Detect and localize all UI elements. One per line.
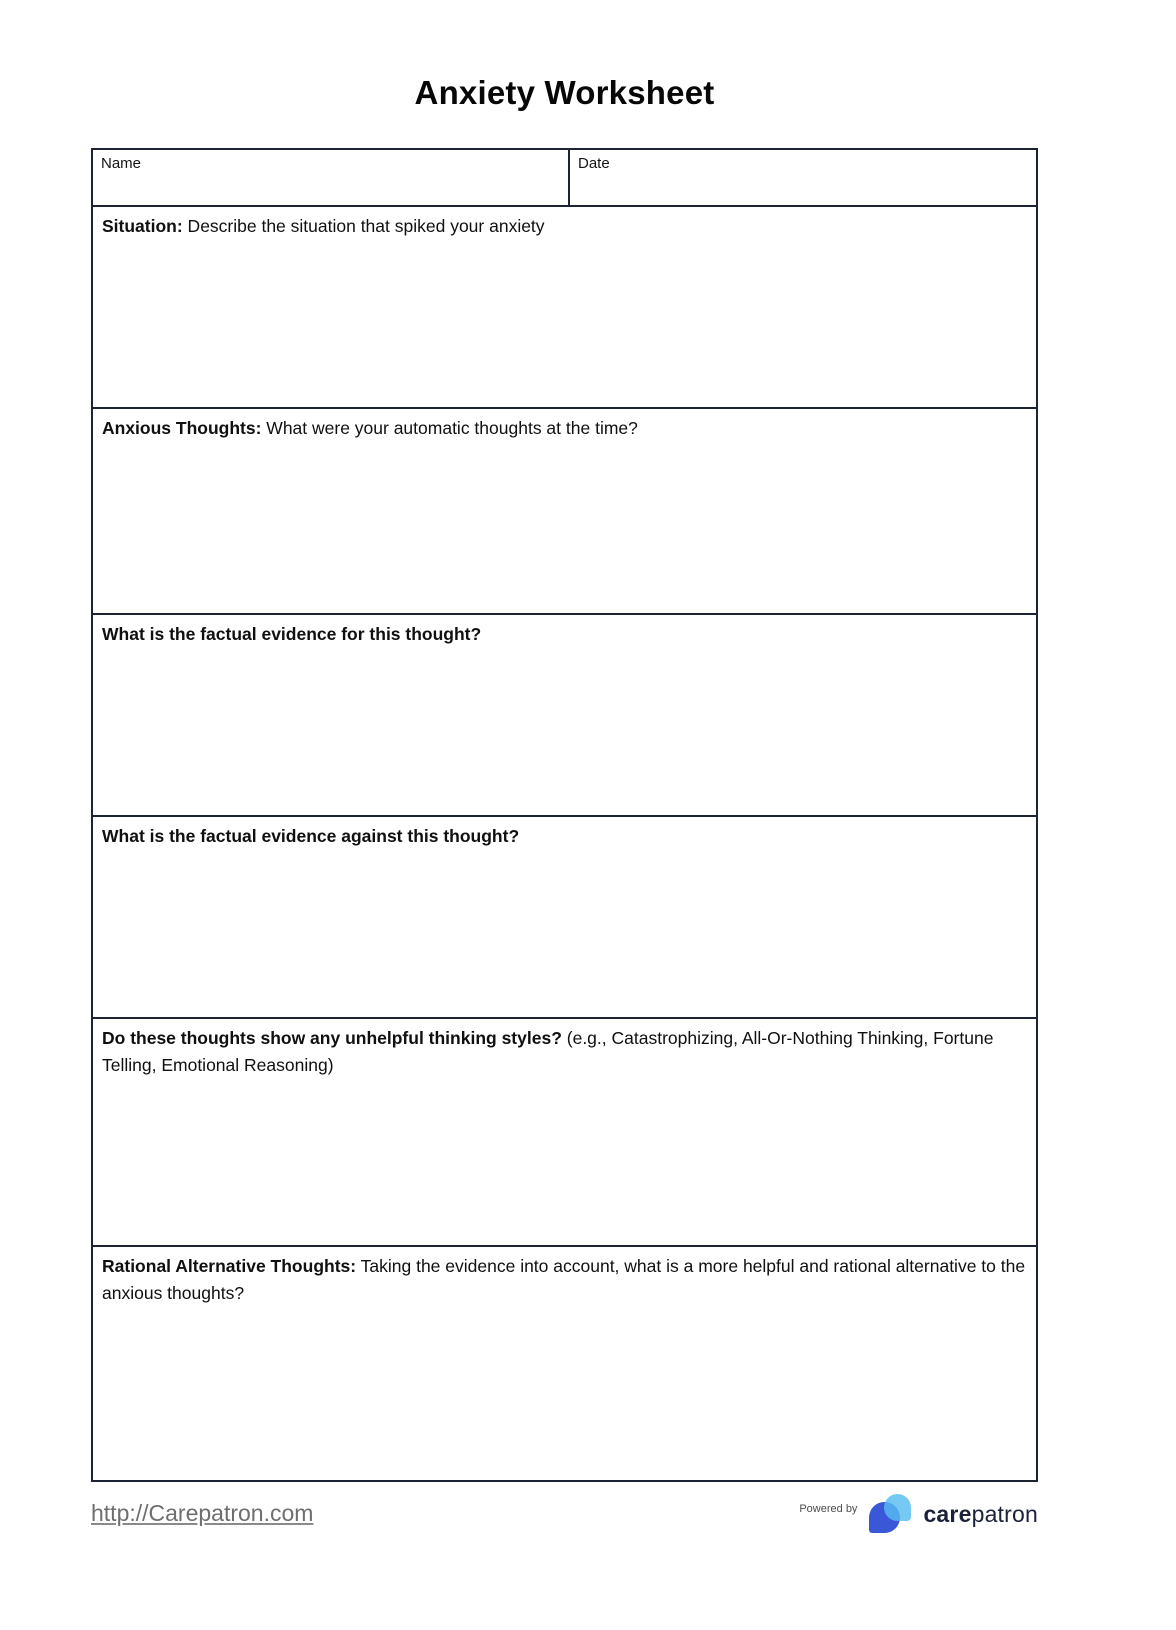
evidence-for-field[interactable] bbox=[93, 613, 1036, 815]
carepatron-link[interactable]: http://Carepatron.com bbox=[91, 1500, 314, 1526]
anxious-thoughts-label-text: What were your automatic thoughts at the time? bbox=[261, 418, 638, 438]
name-field-label: Name bbox=[101, 155, 142, 172]
carepatron-wordmark bbox=[923, 1501, 1038, 1528]
carepatron-wordmark-bold: care bbox=[923, 1500, 972, 1527]
carepatron-wordmark-regular: patron bbox=[971, 1500, 1038, 1527]
worksheet-form bbox=[91, 148, 1038, 1482]
anxious-thoughts-label-bold: Anxious Thoughts: bbox=[102, 418, 262, 438]
rational-alternative-field[interactable] bbox=[93, 1245, 1036, 1480]
evidence-for-label bbox=[102, 621, 1027, 648]
situation-label-text: Describe the situation that spiked your anxiety bbox=[182, 216, 545, 236]
powered-by-label: Powered by bbox=[799, 1503, 858, 1515]
light-blue-bubble-icon bbox=[884, 1494, 911, 1521]
situation-label-bold: Situation: bbox=[102, 216, 183, 236]
page-title: Anxiety Worksheet bbox=[414, 74, 715, 111]
evidence-against-label-bold: What is the factual evidence against this thought? bbox=[102, 826, 520, 846]
evidence-against-label bbox=[102, 823, 1027, 850]
anxious-thoughts-label bbox=[102, 415, 1027, 442]
name-field[interactable] bbox=[93, 150, 570, 205]
unhelpful-thinking-label bbox=[102, 1025, 1027, 1079]
name-date-row bbox=[93, 150, 1036, 205]
evidence-for-label-bold: What is the factual evidence for this thought? bbox=[102, 624, 482, 644]
unhelpful-thinking-label-text: (e.g., Catastrophizing, All-Or-Nothing Thinking, Fortune Telling, Emotional Reasoning) bbox=[102, 1028, 994, 1075]
situation-field[interactable] bbox=[93, 205, 1036, 407]
powered-by-branding bbox=[799, 1490, 1038, 1538]
unhelpful-thinking-field[interactable] bbox=[93, 1017, 1036, 1245]
carepatron-chat-bubbles-icon bbox=[869, 1494, 911, 1534]
rational-alternative-label bbox=[102, 1253, 1027, 1307]
anxious-thoughts-field[interactable] bbox=[93, 407, 1036, 613]
situation-label bbox=[102, 213, 1027, 240]
date-field-label: Date bbox=[578, 155, 610, 172]
date-field[interactable] bbox=[570, 150, 1036, 205]
unhelpful-thinking-label-bold: Do these thoughts show any unhelpful thinking styles? bbox=[102, 1028, 562, 1048]
rational-alternative-label-text: Taking the evidence into account, what is a more helpful and rational alternative to the anxious thoughts? bbox=[102, 1256, 1026, 1303]
rational-alternative-label-bold: Rational Alternative Thoughts: bbox=[102, 1256, 357, 1276]
evidence-against-field[interactable] bbox=[93, 815, 1036, 1017]
